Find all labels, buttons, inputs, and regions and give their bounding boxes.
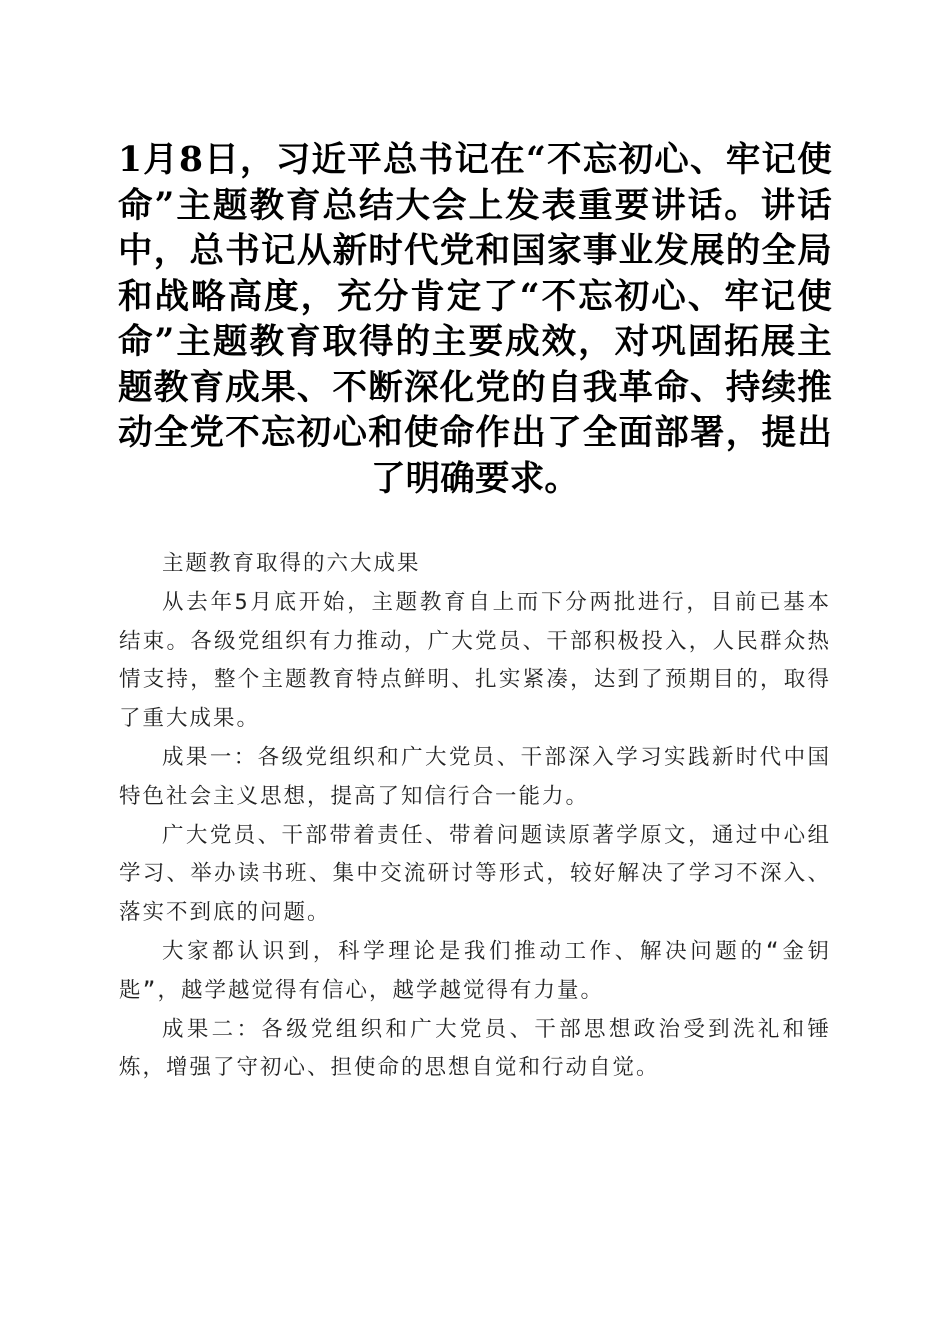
document-body [119, 545, 831, 1088]
body-paragraph: 成果二：各级党组织和广大党员、干部思想政治受到洗礼和锤炼，增强了守初心、担使命的思想自觉和行动自觉。 [119, 1016, 831, 1081]
document-title: 1月8日，习近平总书记在“不忘初心、牢记使命”主题教育总结大会上发表重要讲话。讲话中，总书记从新时代党和国家事业发展的全局和战略高度，充分肯定了“不忘初心、牢记使命”主题教育取得的主要成效，对巩固拓展主题教育成果、不断深化党的自我革命、持续推动全党不忘初心和使命作出了全面部署，提出了明确要求。 [118, 140, 832, 499]
body-paragraph: 广大党员、干部带着责任、带着问题读原著学原文，通过中心组学习、举办读书班、集中交流研讨等形式，较好解决了学习不深入、落实不到底的问题。 [119, 822, 831, 926]
body-paragraph: 成果一：各级党组织和广大党员、干部深入学习实践新时代中国特色社会主义思想，提高了知信行合一能力。 [119, 744, 831, 809]
body-paragraph: 大家都认识到，科学理论是我们推动工作、解决问题的“金钥匙”，越学越觉得有信心，越学越觉得有力量。 [119, 938, 831, 1003]
section-heading: 主题教育取得的六大成果 [162, 551, 421, 576]
body-paragraph: 从去年5月底开始，主题教育自上而下分两批进行，目前已基本结束。各级党组织有力推动，广大党员、干部积极投入，人民群众热情支持，整个主题教育特点鲜明、扎实紧凑，达到了预期目的，取得了重大成果。 [119, 589, 831, 732]
